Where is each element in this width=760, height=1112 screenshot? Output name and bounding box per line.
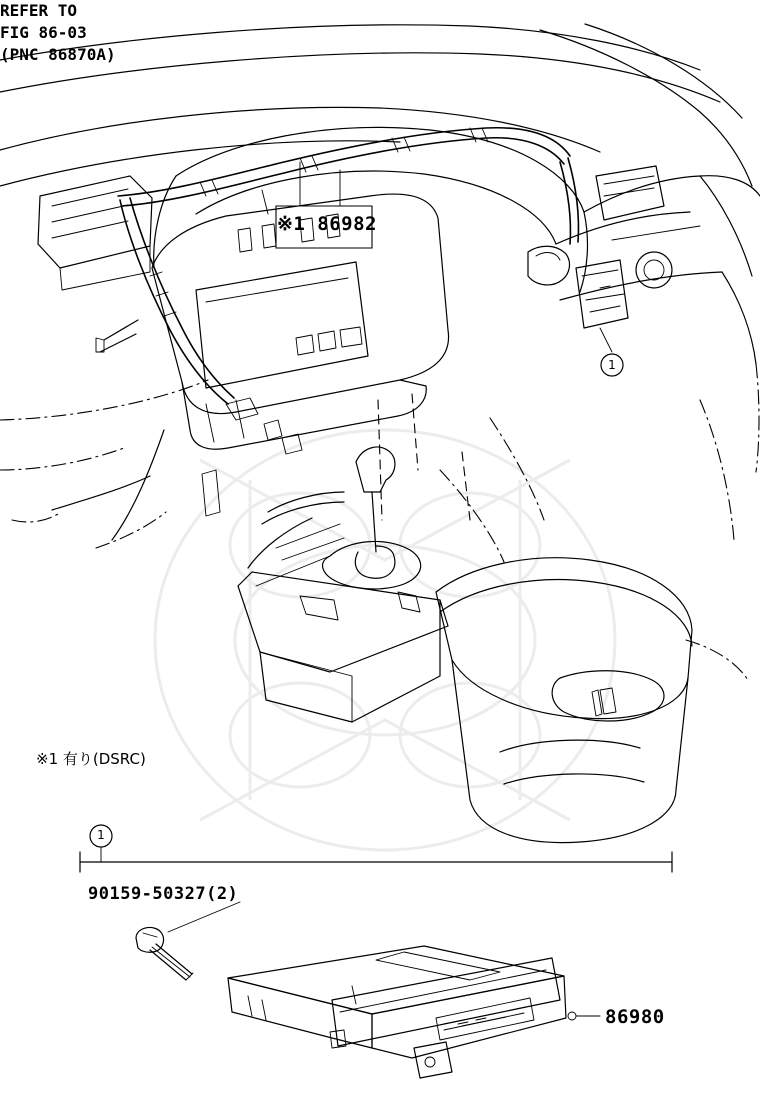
callout-number-bottom: 1 xyxy=(97,828,105,842)
refer-line-2: FIG 86-03 xyxy=(0,23,87,42)
dashboard-illustration xyxy=(0,24,760,843)
callout-number-top: 1 xyxy=(608,358,616,372)
unit-illustration xyxy=(136,902,600,1078)
part-number-86982: ※1 86982 xyxy=(277,213,377,235)
part-number-86980: 86980 xyxy=(605,1006,665,1028)
part-number-bolt: 90159-50327(2) xyxy=(88,884,239,904)
refer-line-3: (PNC 86870A) xyxy=(0,45,116,64)
footnote-dsrc: ※1 有り(DSRC) xyxy=(36,750,146,768)
refer-line-1: REFER TO xyxy=(0,1,78,20)
watermark-emblem xyxy=(155,430,615,850)
